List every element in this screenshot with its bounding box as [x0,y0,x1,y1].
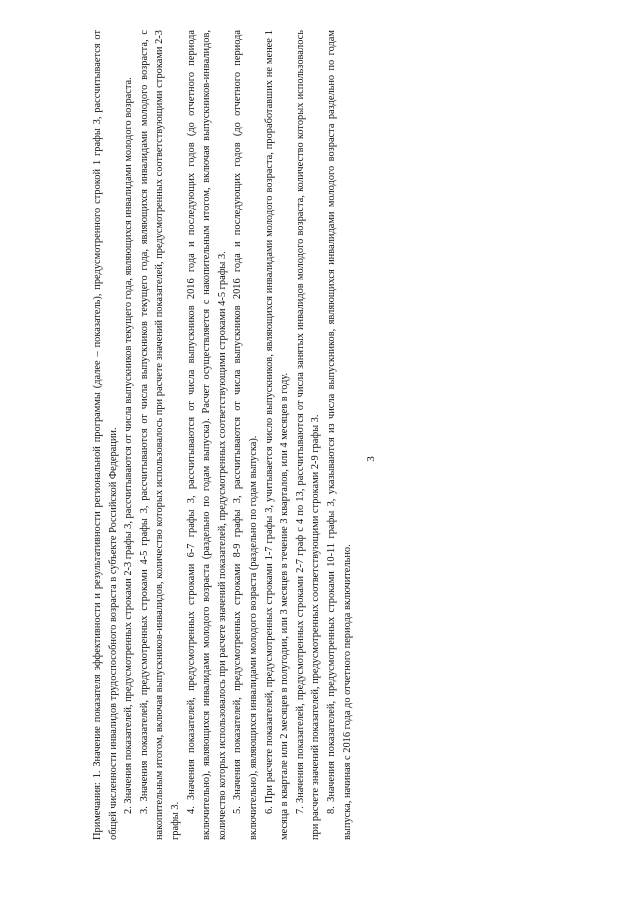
note-5: 5. Значения показателей, предусмотренных строками 8-9 графы 3, рассчитываются от числа выпускников 2016 года и последующих годов (до отчетного периода включительно), являющихся инвалидами молодого возраста (раздельно по годам выпуска). [232,30,259,840]
note-2: 2. Значения показателей, предусмотренных строками 2-3 графы 3, рассчитываются от числа выпускников текущего года, являющихся инвалидами молодого возраста. [123,77,135,814]
note-7: 7. Значения показателей, предусмотренных строками 2-7 граф с 4 по 13, рассчитываются от числа занятых инвалидов молодого возраста, количество которых использовалось при расчете значений показателей, предусмотренных соответствующими строками 2-9 графы 3. [294,30,322,840]
note-4: 4. Значения показателей, предусмотренных строками 6-7 графы 3, рассчитываются от числа выпускников 2016 года и последующих годов (до отчетного периода включительно), являющихся инвалидами молодого возраста (раздельно по годам выпуска). Расчет осуществляется с накопительным итогом, включая выпускников-инвалидов, количество которых использовалось при расчете значений показателей, предусмотренных соответствующими строками 4-5 графы 3. [185,30,228,840]
note-6: 6. При расчете показателей, предусмотренных строками 1-7 графы 3, учитывается число выпускников, являющихся инвалидами молодого возраста, проработавших не менее 1 месяца в квартале или 2 месяцев в полугодии, или 3 месяцев в течение 3 кварталов, или 4 месяцев в году. [263,30,291,840]
note-8: 8. Значения показателей, предусмотренных строками 10-11 графы 3, указываются из числа выпускников, являющихся инвалидами молодого возраста раздельно по годам выпуска, начиная с 2016 года до отчетного периода включительно. [325,30,353,840]
notes-block [90,30,353,840]
note-3: 3. Значения показателей, предусмотренных строками 4-5 графы 3, рассчитываются от числа выпускников текущего года, являющихся инвалидами молодого возраста, с накопительным итогом, включая выпускников-инвалидов, количество которых использовалось при расчете значений показателей, предусмотренных соответствующими строками 2-3 графы 3. [138,30,181,840]
page-number: 3 [365,456,377,462]
note-1: Примечания: 1. Значение показателя эффективности и результативности региональной программы (далее – показатель), предусмотренного строкой 1 графы 3, рассчитывается от общей численности инвалидов трудоспособного возраста в субъекте Российской Федерации. [92,30,119,840]
